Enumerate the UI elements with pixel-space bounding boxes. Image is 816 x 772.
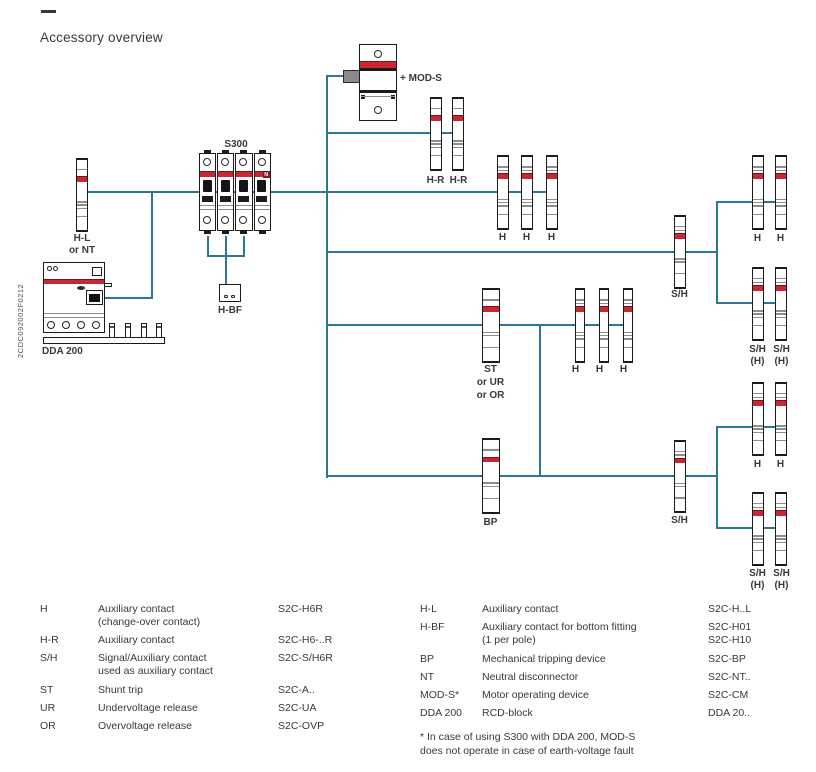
legend-key: H: [40, 603, 48, 615]
dda-busbar: [43, 337, 165, 344]
label-h: H: [753, 233, 762, 244]
wire-hl-to-dda-vertical: [151, 191, 153, 299]
device-sh-bar: [674, 215, 686, 289]
legend-key: ST: [40, 684, 54, 696]
legend-code: S2C-H6R: [278, 603, 323, 615]
label-shh: (H): [750, 356, 765, 367]
device-h-bar: [775, 155, 787, 230]
legend-code: S2C-H..L: [708, 603, 752, 615]
label-st: ST: [484, 364, 497, 375]
dda-test-knob: [86, 290, 103, 305]
label-hl: H-L: [73, 233, 91, 244]
legend-desc: Signal/Auxiliary contact: [98, 652, 207, 664]
wire-lower-branch-top: [716, 426, 781, 428]
device-hl-bar: [76, 158, 88, 232]
image-code-vertical: 2CDC092002F0212: [16, 283, 25, 358]
device-h-bar: [775, 382, 787, 456]
device-bp-bar: [482, 438, 500, 514]
legend-desc: RCD-block: [482, 707, 533, 719]
busbar-pin: [125, 323, 131, 338]
footnote-line1: * In case of using S300 with DDA 200, MOD-S: [420, 731, 636, 743]
label-h: H: [776, 233, 785, 244]
legend-key: BP: [420, 653, 435, 665]
footnote-line2: does not operate in case of earth-voltage fault: [420, 744, 634, 757]
label-h: H: [547, 232, 556, 243]
label-sh: S/H: [749, 344, 766, 355]
legend-code: S2C-H6-..R: [278, 634, 333, 646]
device-h-bar: [752, 382, 764, 456]
label-sh: S/H: [773, 344, 790, 355]
busbar-pin: [141, 323, 147, 338]
device-st-bar: [482, 288, 500, 363]
legend-code: S2C-UA: [278, 702, 317, 714]
wire-to-hbf: [225, 255, 227, 286]
page-title: Accessory overview: [40, 30, 163, 45]
device-hr-bar: [430, 97, 442, 171]
legend-code: S2C-H01: [708, 621, 752, 633]
label-bp: BP: [483, 517, 498, 528]
wire-upper-branch-bottom: [716, 302, 781, 304]
legend-code: S2C-CM: [708, 689, 749, 701]
legend-code: S2C-BP: [708, 653, 746, 665]
wire-lower-branch-vertical: [716, 426, 718, 529]
wire-pole2-stub: [225, 236, 227, 257]
wire-pole3-stub: [243, 236, 245, 257]
legend-desc: Undervoltage release: [98, 702, 198, 714]
label-sh: S/H: [749, 568, 766, 579]
s300-module-2: [217, 153, 234, 231]
label-shh: (H): [750, 580, 765, 591]
device-h-bar: [497, 155, 509, 230]
legend-code: S2C-H10: [708, 634, 752, 646]
legend-key: H-BF: [420, 621, 445, 633]
legend-key: UR: [40, 702, 56, 714]
device-hr-bar: [452, 97, 464, 171]
wire-upper-branch-top: [716, 201, 781, 203]
label-st-oror: or OR: [476, 390, 505, 401]
label-h: H: [595, 364, 604, 375]
label-h: H: [522, 232, 531, 243]
label-hr: H-R: [426, 175, 445, 186]
busbar-pin: [109, 323, 115, 338]
wire-to-dda: [103, 297, 153, 299]
label-h: H: [776, 459, 785, 470]
title-dash: [41, 10, 56, 13]
legend-desc: (1 per pole): [482, 634, 536, 646]
legend-code: S2C-OVP: [278, 720, 325, 732]
wire-pole1-stub: [207, 236, 209, 257]
label-h: H: [571, 364, 580, 375]
legend-desc: Neutral disconnector: [482, 671, 579, 683]
device-h-bar: [623, 288, 633, 363]
label-s300: S300: [224, 139, 248, 150]
label-sh: S/H: [773, 568, 790, 579]
wire-mid-vertical: [539, 324, 541, 477]
legend-desc: used as auxiliary contact: [98, 665, 213, 677]
device-shh-bar: [752, 267, 764, 341]
s300-module-1: [199, 153, 216, 231]
device-dda200: [43, 262, 105, 333]
wire-trunk-vertical: [326, 75, 328, 478]
label-h: H: [498, 232, 507, 243]
legend-desc: Overvoltage release: [98, 720, 192, 732]
neutral-pole-label: N: [264, 172, 269, 178]
device-shh-bar: [752, 492, 764, 566]
device-h-bar: [546, 155, 558, 230]
legend-desc: Auxiliary contact: [482, 603, 559, 615]
legend-code: S2C-S/H6R: [278, 652, 333, 664]
s300-modules: [199, 153, 271, 231]
s300-module-3: [235, 153, 252, 231]
legend-code: S2C-NT..: [708, 671, 751, 683]
legend-desc: (change-over contact): [98, 616, 201, 628]
device-s300-breaker: [199, 149, 273, 239]
label-h: H: [619, 364, 628, 375]
label-dda200: DDA 200: [42, 346, 83, 357]
device-mod-s: [359, 44, 397, 121]
label-mod-s: + MOD-S: [400, 73, 442, 84]
legend-desc: Mechanical tripping device: [482, 653, 606, 665]
legend-desc: Auxiliary contact: [98, 634, 175, 646]
wire-to-upper-sh: [326, 251, 718, 253]
legend-desc: Shunt trip: [98, 684, 143, 696]
legend-key: H-R: [40, 634, 59, 646]
label-hl-ornt: or NT: [68, 245, 96, 256]
legend-key: MOD-S*: [420, 689, 460, 701]
device-sh-bar: [674, 440, 686, 513]
legend-key: OR: [40, 720, 56, 732]
label-shh: (H): [774, 356, 789, 367]
legend-code: DDA 20..: [708, 707, 751, 719]
legend-footnote: [420, 731, 635, 758]
wire-lower-branch-bottom: [716, 527, 781, 529]
label-sh: S/H: [671, 289, 688, 300]
label-h: H: [753, 459, 762, 470]
legend-key: NT: [420, 671, 434, 683]
legend-desc: Motor operating device: [482, 689, 589, 701]
label-hbf: H-BF: [218, 305, 242, 316]
wire-to-lower-sh: [326, 475, 718, 477]
device-shh-bar: [775, 267, 787, 341]
wire-main-bus: [87, 191, 557, 193]
legend-desc: Auxiliary contact for bottom fitting: [482, 621, 637, 633]
device-shh-bar: [775, 492, 787, 566]
mod-s-handle: [343, 70, 360, 83]
wire-upper-branch-vertical: [716, 201, 718, 304]
s300-module-neutral: [254, 153, 271, 231]
device-h-bar: [752, 155, 764, 230]
label-sh: S/H: [671, 515, 688, 526]
busbar-pin: [156, 323, 162, 338]
label-hr: H-R: [449, 175, 468, 186]
legend-key: DDA 200: [420, 707, 463, 719]
legend-code: S2C-A..: [278, 684, 315, 696]
legend-desc: Auxiliary contact: [98, 603, 175, 615]
device-hbf-box: [219, 284, 241, 302]
legend-key: H-L: [420, 603, 437, 615]
label-st-orur: or UR: [476, 377, 505, 388]
device-h-bar: [599, 288, 609, 363]
device-h-bar: [575, 288, 585, 363]
label-shh: (H): [774, 580, 789, 591]
device-h-bar: [521, 155, 533, 230]
legend-key: S/H: [40, 652, 58, 664]
